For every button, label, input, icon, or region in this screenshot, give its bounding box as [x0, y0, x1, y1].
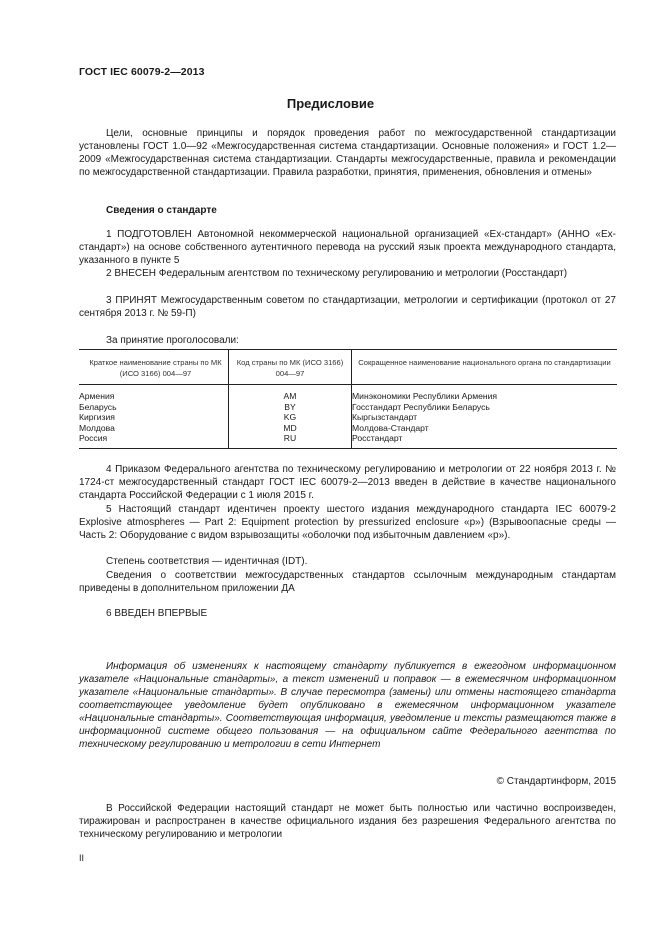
standards-bodies-cell	[352, 385, 618, 449]
page-title: Предисловие	[286, 96, 375, 111]
copyright: © Стандартинформ, 2015	[496, 776, 616, 787]
country-name: Киргизия	[79, 412, 115, 422]
country-name: Армения	[79, 391, 115, 401]
country-code: AM	[283, 391, 297, 401]
header-country-code: Код страны по МК (ИСО 3166) 004—97	[229, 350, 352, 385]
votes-table	[79, 349, 617, 449]
country-name: Россия	[79, 433, 108, 443]
conformity-degree: Степень соответствия — идентичная (IDT).	[106, 556, 308, 567]
standards-body: Кыргызстандарт	[352, 412, 418, 422]
document-code: ГОСТ IEC 60079-2—2013	[79, 66, 205, 78]
standards-body: Госстандарт Республики Беларусь	[352, 401, 490, 412]
country-name: Беларусь	[79, 401, 117, 412]
voted-label: За принятие проголосовали:	[106, 335, 239, 346]
item-2-submitted: 2 ВНЕСЕН Федеральным агентством по техническому регулированию и метрологии (Росстандарт)	[106, 268, 568, 279]
country-name: Молдова	[79, 422, 115, 433]
item-5-identical: 5 Настоящий стандарт идентичен проекту шестого издания международного стандарта IEC 60079-2 Explosive atmospheres — Part 2: Equipment protection by pressurized enclosure «р») (Взрывоопасные среды — Часть 2: Оборудование с видом взрывозащиты «оболочки под избыточным давлением «р»).	[79, 504, 616, 541]
table-header-row	[79, 350, 617, 385]
section-heading: Сведения о стандарте	[106, 205, 217, 216]
references-note: Сведения о соответствии межгосударственных стандартов ссылочным международным стандартам приведены в дополнительном приложении ДА	[79, 570, 616, 594]
country-codes-cell	[229, 385, 352, 449]
standards-body: Молдова-Стандарт	[352, 422, 429, 433]
country-names-cell	[79, 385, 229, 449]
page-number: II	[79, 853, 85, 863]
standards-body: Минэкономики Республики Армения	[352, 391, 498, 401]
country-code: MD	[283, 422, 297, 433]
standards-body: Росстандарт	[352, 433, 403, 443]
table-body-row	[79, 385, 617, 449]
item-3-adopted: 3 ПРИНЯТ Межгосударственным советом по стандартизации, метрологии и сертификации (протокол от 27 сентября 2013 г. № 59-П)	[79, 295, 616, 319]
item-4-order: 4 Приказом Федерального агентства по техническому регулированию и метрологии от 22 ноября 2013 г. № 1724-ст межгосударственный стандарт ГОСТ IEC 60079-2—2013 введен в действие в качестве национального стандарта Российской Федерации с 1 июля 2015 г.	[79, 464, 616, 501]
country-code: BY	[284, 401, 296, 412]
rights-notice: В Российской Федерации настоящий стандарт не может быть полностью или частично воспроизведен, тиражирован и распространен в качестве официального издания без разрешения Федерального агентства по техническому регулированию и метрологии	[79, 803, 616, 840]
item-6-introduced: 6 ВВЕДЕН ВПЕРВЫЕ	[106, 608, 208, 619]
country-code: RU	[283, 433, 297, 443]
amendments-notice: Информация об изменениях к настоящему стандарту публикуется в ежегодном информационном указателе «Национальные стандарты», а текст изменений и поправок — в ежемесячном информационном указателе «Национальные стандарты». В случае пересмотра (замены) или отмены настоящего стандарта соответствующее уведомление будет опубликовано в ежемесячном информационном указателе «Национальные стандарты». Соответствующая информация, уведомление и тексты размещаются также в информационной системе общего пользования — на официальном сайте Федерального агентства по техническому регулированию и метрологии в сети Интернет	[79, 661, 616, 750]
country-code: KG	[283, 412, 297, 422]
header-standards-body: Сокращенное наименование национального органа по стандартизации	[352, 350, 618, 385]
item-1-prepared: 1 ПОДГОТОВЛЕН Автономной некоммерческой национальной организацией «Ех-стандарт» (АННО «Ех-стандарт») на основе собственного аутентичного перевода на русский язык проекта международного стандарта, указанного в пункте 5	[79, 229, 616, 266]
intro-paragraph: Цели, основные принципы и порядок проведения работ по межгосударственной стандартизации установлены ГОСТ 1.0—92 «Межгосударственная система стандартизации. Основные положения» и ГОСТ 1.2—2009 «Межгосударственная система стандартизации. Стандарты межгосударственные, правила и рекомендации по межгосударственной стандартизации. Правила разработки, принятия, применения, обновления и отмены»	[79, 128, 616, 178]
header-country-name: Краткое наименование страны по МК (ИСО 3166) 004—97	[79, 350, 229, 385]
